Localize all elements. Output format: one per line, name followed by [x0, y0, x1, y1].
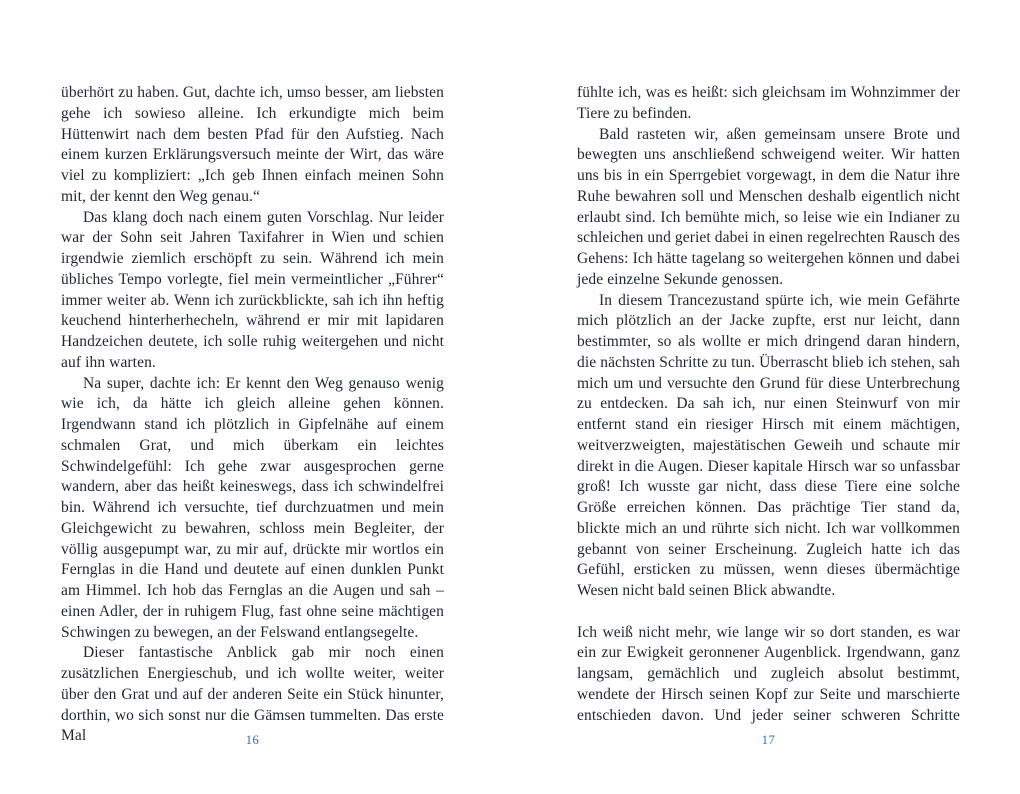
- paragraph: fühlte ich, was es heißt: sich gleichsam im Wohnzimmer der Tiere zu befinden.: [577, 84, 960, 122]
- paragraph: Dieser fantastische Anblick gab mir noch einen zusätzlichen Energieschub, und ich wollte weiter, weiter über den Grat und auf der anderen Seite ein Stück hinunter, dorthin, wo sich sonst nur die Gämsen tummelten. Das erste Mal: [61, 644, 444, 745]
- paragraph: Das klang doch nach einem guten Vorschlag. Nur leider war der Sohn seit Jahren Taxifahrer in Wien und schien irgendwie ziemlich erschöpft zu sein. Während ich mein übliches Tempo vorlegte, fiel mein vermeintlicher „Führer“ immer weiter ab. Wenn ich zurückblickte, sah ich ihn heftig keuchend hinterherhecheln, während er mir mit lapidaren Handzeichen deutete, ich solle ruhig weitergehen und nicht auf ihn warten.: [61, 208, 444, 371]
- page-number-left: 16: [245, 733, 260, 747]
- paragraph: Bald rasteten wir, aßen gemeinsam unsere Brote und bewegten uns anschließend schweigend weiter. Wir hatten uns bis in ein Sperrgebiet vorgewagt, in dem die Natur ihre Ruhe bewahren soll und Menschen deshalb eigentlich nicht erlaubt sind. Ich bemühte mich, so leise wie ein Indianer zu schleichen und geriet dabei in einen regelrechten Rausch des Gehens: Ich hätte tagelang so weitergehen können und dabei jede einzelne Sekunde genossen.: [577, 125, 961, 288]
- page-left-text: [61, 83, 444, 747]
- page-right-text: [577, 83, 960, 726]
- paragraph: überhört zu haben. Gut, dachte ich, umso besser, am liebsten gehe ich sowieso alleine. Ich erkundigte mich beim Hüttenwirt nach dem besten Pfad für den Aufstieg. Nach einem kurzen Erklärungsversuch meinte der Wirt, das wäre viel zu kompliziert: „Ich geb Ihnen einfach meinen Sohn mit, der kennt den Weg genau.“: [61, 84, 444, 205]
- paragraph: Ich weiß nicht mehr, wie lange wir so dort standen, es war ein zur Ewigkeit geronnener Augenblick. Irgendwann, ganz langsam, gemächlich und zugleich absolut bestimmt, wendete der Hirsch seinen Kopf zur Seite und marschierte entschieden davon. Und jeder seiner schweren Schritte: [577, 623, 960, 724]
- paragraph: In diesem Trancezustand spürte ich, wie mein Gefährte mich plötzlich an der Jacke zupfte, erst nur leicht, dann bestimmter, so als wollte er mich dringend daran hindern, die nächsten Schritte zu tun. Überrascht blieb ich stehen, sah mich um und versuchte den Grund für diese Unterbrechung zu entdecken. Da sah ich, nur einen Steinwurf von mir entfernt stand ein riesiger Hirsch mit einem mächtigen, weitverzweigten, majestätischen Geweih und schaute mir direkt in die Augen. Dieser kapitale Hirsch war so unfassbar groß! Ich wusste gar nicht, dass diese Tiere eine solche Größe erreichen können. Das prächtige Tier stand da, blickte mich an und rührte sich nicht. Ich war vollkommen gebannt von seiner Erscheinung. Zugleich hatte ich das Gefühl, ersticken zu müssen, wenn dieses übermächtige Wesen nicht bald seinen Blick abwandte.: [577, 291, 960, 599]
- page-number-right: 17: [761, 733, 776, 747]
- paragraph: Na super, dachte ich: Er kennt den Weg genauso wenig wie ich, da hätte ich gleich alleine gehen können. Irgendwann stand ich plötzlich in Gipfelnähe auf einem schmalen Grat, und mich überkam ein leichtes Schwindelgefühl: Ich gehe zwar ausgesprochen gerne wandern, aber das heißt keineswegs, dass ich schwindelfrei bin. Während ich versuchte, tief durchzuatmen und mein Gleichgewicht zu bewahren, schloss mein Begleiter, der völlig ausgepumpt war, zu mir auf, drückte mir wortlos ein Fernglas in die Hand und deutete auf einen dunklen Punkt am Himmel. Ich hob das Fernglas an die Augen und sah – einen Adler, der in ruhigem Flug, fast ohne seine mächtigen Schwingen zu bewegen, an der Felswand entlangsegelte.: [61, 374, 444, 641]
